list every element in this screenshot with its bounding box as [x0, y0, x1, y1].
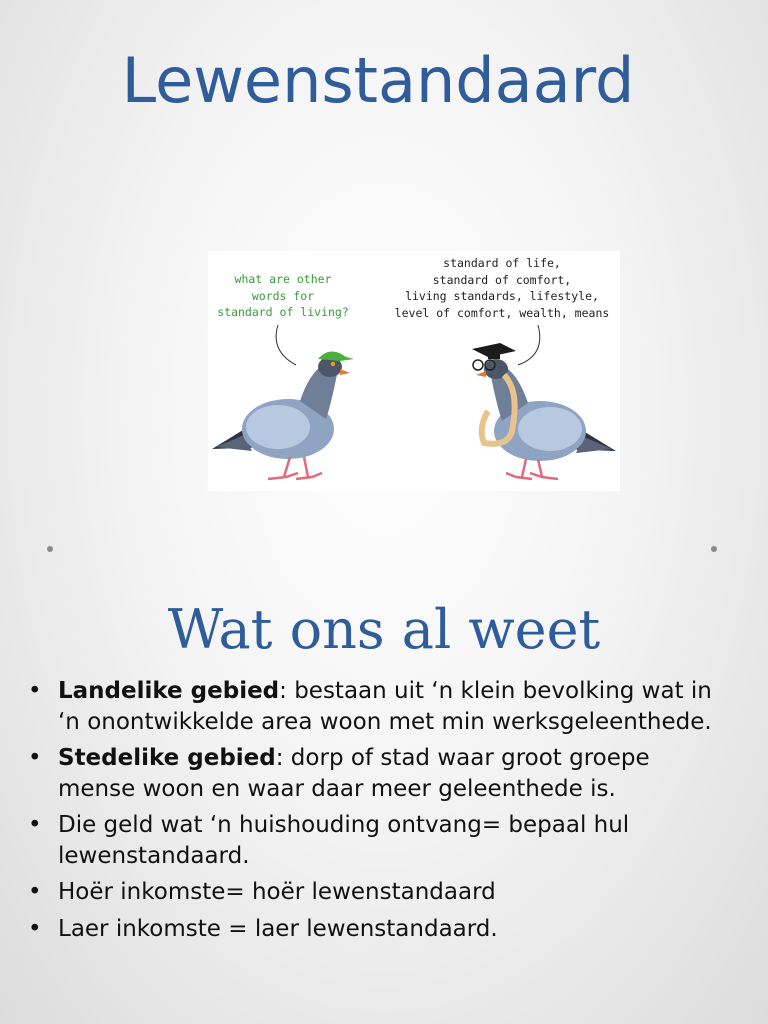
speech-line: what are other [234, 272, 332, 286]
list-item [28, 877, 728, 908]
term-definition: : dorp of stad waar groot groepe mense woon en waar daar meer geleenthede is. [58, 745, 650, 802]
speech-tail-left [276, 325, 296, 365]
slide-divider-dot-right [711, 546, 717, 552]
speech-line: standard of comfort, [432, 272, 572, 287]
speech-line: standard of life, [443, 256, 561, 270]
term-label: Landelike gebied [58, 678, 280, 704]
list-item [28, 743, 728, 804]
bullet-text: Laer inkomste = laer lewenstandaard. [58, 915, 498, 942]
section-heading: Wat ons al weet [167, 598, 601, 661]
term-label: Stedelike gebied [58, 745, 276, 771]
list-item [28, 810, 728, 871]
bullet-text: Hoër inkomste= hoër lewenstandaard [58, 879, 496, 905]
bullet-icon: • [28, 915, 42, 942]
bullet-icon: • [28, 678, 42, 704]
bullet-list [28, 676, 728, 950]
speech-line: standard of living? [217, 305, 349, 319]
speech-tail-right [518, 325, 540, 365]
bullet-icon: • [28, 879, 42, 905]
speech-line: level of comfort, wealth, means [394, 305, 610, 320]
right-pigeon-icon [472, 343, 616, 479]
bullet-icon: • [28, 745, 42, 771]
speech-line: words for [251, 288, 315, 303]
speech-line: living standards, lifestyle, [405, 289, 599, 303]
pigeons-illustration [208, 251, 620, 491]
pigeons-drawing [208, 251, 620, 491]
term-definition: : bestaan uit ‘n klein bevolking wat in ‘n onontwikkelde area woon met min werksgeleenthede. [58, 678, 712, 735]
slide-divider-dot-left [47, 546, 53, 552]
left-pigeon-icon [212, 351, 354, 479]
bullet-text: Die geld wat ‘n huishouding ontvang= bepaal hul lewenstandaard. [58, 812, 630, 869]
slide-title: Lewenstandaard [121, 44, 635, 117]
list-item [28, 676, 728, 737]
list-item [28, 914, 728, 945]
bullet-icon: • [28, 812, 42, 838]
